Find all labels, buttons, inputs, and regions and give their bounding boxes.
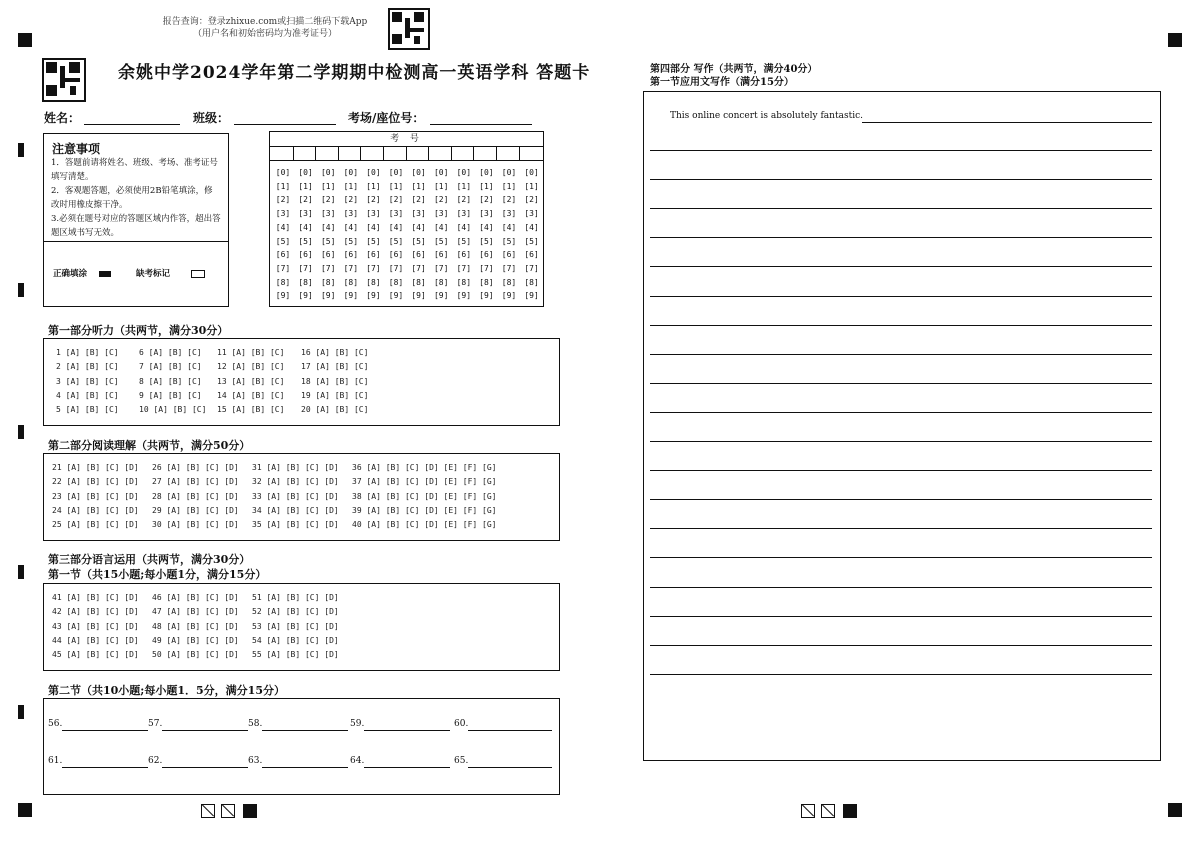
answer-option-row[interactable]: 26 [A] [B] [C] [D] bbox=[152, 463, 239, 472]
digit-bubble[interactable]: [0] bbox=[479, 168, 494, 177]
digit-bubble[interactable]: [7] bbox=[456, 263, 472, 273]
answer-option-row[interactable]: 54 [A] [B] [C] [D] bbox=[252, 635, 339, 645]
digit-bubble[interactable]: [3] bbox=[320, 209, 336, 219]
report-query-line2: （用户名和初始密码均为准考证号） bbox=[192, 29, 337, 39]
exam-write-cell-divider bbox=[428, 146, 429, 160]
digit-bubble[interactable]: [9] bbox=[456, 291, 472, 301]
digit-bubble[interactable]: [2] bbox=[320, 195, 336, 205]
digit-bubble[interactable]: [6] bbox=[479, 250, 494, 260]
digit-bubble[interactable]: [5] bbox=[411, 236, 426, 246]
digit-bubble[interactable]: [7] bbox=[411, 263, 426, 273]
digit-bubble[interactable]: [0] bbox=[320, 168, 336, 177]
digit-bubble[interactable]: [6] bbox=[343, 250, 359, 260]
digit-bubble[interactable]: [4] bbox=[479, 222, 494, 232]
part3-section2-heading: 第二节（共10小题;每小题1．5分，满分15分） bbox=[48, 684, 285, 697]
answer-option-row[interactable]: 19 [A] [B] [C] bbox=[301, 390, 369, 400]
page-marker-crossed bbox=[221, 804, 235, 818]
digit-bubble[interactable]: [5] bbox=[366, 236, 381, 246]
answer-option-row[interactable]: 3 [A] [B] [C] bbox=[56, 376, 119, 386]
digit-bubble[interactable]: [3] bbox=[411, 209, 426, 219]
page-marker-crossed bbox=[801, 804, 815, 818]
part3-answer-box bbox=[43, 583, 560, 671]
answer-option-row[interactable]: 50 [A] [B] [C] [D] bbox=[152, 650, 239, 660]
part2-answer-box bbox=[43, 453, 560, 541]
writing-line[interactable] bbox=[650, 499, 1152, 500]
blank-answer-line[interactable] bbox=[364, 730, 450, 731]
answer-option-row[interactable]: 21 [A] [B] [C] [D] bbox=[52, 463, 139, 472]
digit-bubble[interactable]: [9] bbox=[524, 291, 539, 301]
blank-number: 59. bbox=[350, 719, 365, 729]
answer-option-row[interactable]: 27 [A] [B] [C] [D] bbox=[152, 477, 239, 487]
blank-answer-line[interactable] bbox=[262, 767, 348, 768]
seat-label: 考场/座位号： bbox=[348, 111, 425, 125]
notice-items bbox=[51, 156, 221, 240]
seat-field[interactable] bbox=[430, 123, 532, 125]
writing-line[interactable] bbox=[650, 412, 1152, 413]
digit-bubble[interactable]: [9] bbox=[275, 291, 291, 301]
digit-bubble[interactable]: [3] bbox=[456, 209, 472, 219]
side-mark bbox=[18, 565, 24, 579]
exam-digit-column bbox=[408, 166, 430, 303]
blank-answer-line[interactable] bbox=[262, 730, 348, 731]
digit-bubble[interactable]: [6] bbox=[501, 250, 517, 260]
exam-digit-column bbox=[430, 166, 452, 303]
digit-bubble[interactable]: [2] bbox=[524, 195, 539, 205]
absent-mark-label: 缺考标记 bbox=[136, 269, 171, 279]
digit-bubble[interactable]: [7] bbox=[524, 263, 539, 273]
writing-line[interactable] bbox=[650, 296, 1152, 297]
digit-bubble[interactable]: [4] bbox=[433, 222, 449, 232]
answer-option-row[interactable]: 46 [A] [B] [C] [D] bbox=[152, 593, 239, 602]
side-mark bbox=[18, 425, 24, 439]
digit-bubble[interactable]: [4] bbox=[456, 222, 472, 232]
digit-bubble[interactable]: [2] bbox=[343, 195, 359, 205]
digit-bubble[interactable]: [2] bbox=[275, 195, 291, 205]
answer-option-row[interactable]: 12 [A] [B] [C] bbox=[217, 362, 285, 372]
exam-digit-column bbox=[453, 166, 475, 303]
digit-bubble[interactable]: [8] bbox=[524, 277, 539, 287]
digit-bubble[interactable]: [0] bbox=[343, 168, 359, 177]
digit-bubble[interactable]: [5] bbox=[524, 236, 539, 246]
absent-mark bbox=[136, 267, 205, 279]
digit-bubble[interactable]: [5] bbox=[275, 236, 291, 246]
digit-bubble[interactable]: [7] bbox=[343, 263, 359, 273]
digit-bubble[interactable]: [7] bbox=[479, 263, 494, 273]
digit-bubble[interactable]: [3] bbox=[275, 209, 291, 219]
digit-bubble[interactable]: [2] bbox=[366, 195, 381, 205]
part3-heading: 第三部分语言运用（共两节，满分30分） bbox=[48, 553, 251, 566]
exam-digit-column bbox=[340, 166, 362, 303]
answer-option-row[interactable]: 51 [A] [B] [C] [D] bbox=[252, 593, 339, 602]
sheet-title: 余姚中学2024学年第二学期期中检测高一英语学科 答题卡 bbox=[118, 63, 591, 83]
correct-fill-label: 正确填涂 bbox=[53, 269, 88, 279]
part4-section1-heading: 第一节应用文写作（满分15分） bbox=[650, 77, 794, 88]
digit-bubble[interactable]: [9] bbox=[411, 291, 426, 301]
digit-bubble[interactable]: [4] bbox=[524, 222, 539, 232]
digit-bubble[interactable]: [5] bbox=[479, 236, 494, 246]
notice-box bbox=[43, 133, 229, 307]
writing-line[interactable] bbox=[650, 150, 1152, 151]
class-field[interactable] bbox=[234, 123, 336, 125]
correct-fill-example bbox=[53, 267, 111, 279]
digit-bubble[interactable]: [4] bbox=[320, 222, 336, 232]
digit-bubble[interactable]: [0] bbox=[366, 168, 381, 177]
digit-bubble[interactable]: [2] bbox=[456, 195, 472, 205]
digit-bubble[interactable]: [2] bbox=[433, 195, 449, 205]
digit-bubble[interactable]: [6] bbox=[320, 250, 336, 260]
answer-option-row[interactable]: 55 [A] [B] [C] [D] bbox=[252, 650, 339, 660]
notice-item: 2．客观题答题，必须使用2B铅笔填涂，修改时用橡皮擦干净。 bbox=[51, 186, 213, 210]
exam-number-grid bbox=[269, 131, 544, 307]
page-marker-crossed bbox=[821, 804, 835, 818]
digit-bubble[interactable]: [0] bbox=[411, 168, 426, 177]
writing-line[interactable] bbox=[650, 354, 1152, 355]
exam-number-title: 考 号 bbox=[270, 132, 543, 147]
digit-bubble[interactable]: [1] bbox=[411, 181, 426, 191]
exam-write-cell-divider bbox=[383, 146, 384, 160]
answer-option-row[interactable]: 8 [A] [B] [C] bbox=[139, 376, 202, 386]
digit-bubble[interactable]: [9] bbox=[298, 291, 313, 301]
name-label: 姓名： bbox=[44, 111, 81, 125]
answer-option-row[interactable]: 48 [A] [B] [C] [D] bbox=[152, 621, 239, 631]
writing-box[interactable] bbox=[643, 91, 1161, 761]
digit-bubble[interactable]: [1] bbox=[298, 181, 313, 191]
digit-bubble[interactable]: [6] bbox=[524, 250, 539, 260]
answer-option-row[interactable]: 35 [A] [B] [C] [D] bbox=[252, 520, 339, 530]
digit-bubble[interactable]: [7] bbox=[366, 263, 381, 273]
answer-option-row[interactable]: 16 [A] [B] [C] bbox=[301, 348, 369, 357]
blank-answer-line[interactable] bbox=[364, 767, 450, 768]
blank-number: 63. bbox=[248, 756, 263, 766]
digit-bubble[interactable]: [4] bbox=[366, 222, 381, 232]
blank-answer-line[interactable] bbox=[468, 730, 552, 731]
exam-digit-column bbox=[295, 166, 317, 303]
digit-bubble[interactable]: [5] bbox=[343, 236, 359, 246]
digit-bubble[interactable]: [1] bbox=[388, 181, 404, 191]
exam-write-cell-divider bbox=[406, 146, 407, 160]
answer-option-row[interactable]: 31 [A] [B] [C] [D] bbox=[252, 463, 339, 472]
notice-title: 注意事项 bbox=[52, 142, 101, 156]
side-mark bbox=[18, 143, 24, 157]
corner-mark-top-right bbox=[1168, 33, 1182, 47]
digit-bubble[interactable]: [1] bbox=[275, 181, 291, 191]
corner-mark-bottom-right bbox=[1168, 803, 1182, 817]
digit-bubble[interactable]: [3] bbox=[524, 209, 539, 219]
digit-bubble[interactable]: [6] bbox=[456, 250, 472, 260]
digit-bubble[interactable]: [4] bbox=[298, 222, 313, 232]
digit-bubble[interactable]: [1] bbox=[479, 181, 494, 191]
fill-blanks-box bbox=[43, 698, 560, 795]
digit-bubble[interactable]: [0] bbox=[501, 168, 517, 177]
digit-bubble[interactable]: [6] bbox=[433, 250, 449, 260]
digit-bubble[interactable]: [2] bbox=[388, 195, 404, 205]
side-mark bbox=[18, 283, 24, 297]
blank-answer-line[interactable] bbox=[162, 730, 248, 731]
blank-number: 64. bbox=[350, 756, 365, 766]
page-marker-crossed bbox=[201, 804, 215, 818]
answer-option-row[interactable]: 1 [A] [B] [C] bbox=[56, 348, 119, 357]
digit-bubble[interactable]: [1] bbox=[456, 181, 472, 191]
blank-answer-line[interactable] bbox=[468, 767, 552, 768]
app-qr-code[interactable] bbox=[388, 8, 430, 50]
answer-option-row[interactable]: 20 [A] [B] [C] bbox=[301, 405, 369, 415]
answer-sheet-qr-code bbox=[42, 58, 86, 102]
answer-option-row[interactable]: 4 [A] [B] [C] bbox=[56, 390, 119, 400]
digit-bubble[interactable]: [1] bbox=[320, 181, 336, 191]
digit-bubble[interactable]: [8] bbox=[275, 277, 291, 287]
part2-heading: 第二部分阅读理解（共两节，满分50分） bbox=[48, 439, 251, 452]
digit-bubble[interactable]: [4] bbox=[501, 222, 517, 232]
exam-digit-column bbox=[385, 166, 407, 303]
answer-option-row[interactable]: 43 [A] [B] [C] [D] bbox=[52, 621, 139, 631]
notice-divider bbox=[44, 241, 228, 242]
writing-line[interactable] bbox=[862, 122, 1152, 123]
writing-line[interactable] bbox=[650, 441, 1152, 442]
digit-bubble[interactable]: [0] bbox=[388, 168, 404, 177]
exam-write-cell-divider bbox=[519, 146, 520, 160]
part3-section1-heading: 第一节（共15小题;每小题1分，满分15分） bbox=[48, 568, 267, 581]
writing-line[interactable] bbox=[650, 325, 1152, 326]
digit-bubble[interactable]: [0] bbox=[433, 168, 449, 177]
filled-bubble-icon bbox=[99, 271, 111, 277]
digit-bubble[interactable]: [3] bbox=[433, 209, 449, 219]
digit-bubble[interactable]: [3] bbox=[501, 209, 517, 219]
answer-option-row[interactable]: 34 [A] [B] [C] [D] bbox=[252, 505, 339, 515]
answer-option-row[interactable]: 17 [A] [B] [C] bbox=[301, 362, 369, 372]
name-field[interactable] bbox=[84, 123, 180, 125]
digit-bubble[interactable]: [3] bbox=[479, 209, 494, 219]
answer-option-row[interactable]: 41 [A] [B] [C] [D] bbox=[52, 593, 139, 602]
answer-option-row[interactable]: 40 [A] [B] [C] [D] [E] [F] [G] bbox=[352, 520, 497, 530]
digit-bubble[interactable]: [6] bbox=[275, 250, 291, 260]
digit-bubble[interactable]: [2] bbox=[411, 195, 426, 205]
page-marker-filled bbox=[243, 804, 257, 818]
corner-mark-top-left bbox=[18, 33, 32, 47]
answer-option-row[interactable]: 53 [A] [B] [C] [D] bbox=[252, 621, 339, 631]
exam-write-cell-divider bbox=[451, 146, 452, 160]
digit-bubble[interactable]: [9] bbox=[388, 291, 404, 301]
answer-option-row[interactable]: 5 [A] [B] [C] bbox=[56, 405, 119, 415]
digit-bubble[interactable]: [9] bbox=[501, 291, 517, 301]
digit-bubble[interactable]: [5] bbox=[388, 236, 404, 246]
digit-bubble[interactable]: [8] bbox=[320, 277, 336, 287]
digit-bubble[interactable]: [2] bbox=[501, 195, 517, 205]
digit-bubble[interactable]: [7] bbox=[275, 263, 291, 273]
digit-bubble[interactable]: [9] bbox=[366, 291, 381, 301]
digit-bubble[interactable]: [8] bbox=[298, 277, 313, 287]
digit-bubble[interactable]: [1] bbox=[433, 181, 449, 191]
writing-line[interactable] bbox=[650, 557, 1152, 558]
digit-bubble[interactable]: [9] bbox=[433, 291, 449, 301]
blank-number: 65. bbox=[454, 756, 469, 766]
answer-option-row[interactable]: 38 [A] [B] [C] [D] [E] [F] [G] bbox=[352, 491, 497, 501]
part4-heading: 第四部分 写作（共两节，满分40分） bbox=[650, 64, 818, 75]
blank-number: 58. bbox=[248, 719, 263, 729]
answer-option-row[interactable]: 11 [A] [B] [C] bbox=[217, 348, 285, 357]
writing-line[interactable] bbox=[650, 645, 1152, 646]
part1-heading: 第一部分听力（共两节，满分30分） bbox=[48, 324, 229, 337]
digit-bubble[interactable]: [5] bbox=[456, 236, 472, 246]
exam-digit-column bbox=[521, 166, 543, 303]
digit-bubble[interactable]: [9] bbox=[320, 291, 336, 301]
writing-line[interactable] bbox=[650, 179, 1152, 180]
digit-bubble[interactable]: [2] bbox=[298, 195, 313, 205]
answer-option-row[interactable]: 45 [A] [B] [C] [D] bbox=[52, 650, 139, 660]
side-mark bbox=[18, 705, 24, 719]
digit-bubble[interactable]: [7] bbox=[433, 263, 449, 273]
digit-bubble[interactable]: [5] bbox=[298, 236, 313, 246]
answer-option-row[interactable]: 37 [A] [B] [C] [D] [E] [F] [G] bbox=[352, 477, 497, 487]
digit-bubble[interactable]: [8] bbox=[343, 277, 359, 287]
blank-answer-line[interactable] bbox=[62, 767, 148, 768]
digit-bubble[interactable]: [8] bbox=[366, 277, 381, 287]
digit-bubble[interactable]: [3] bbox=[343, 209, 359, 219]
digit-bubble[interactable]: [5] bbox=[501, 236, 517, 246]
class-label: 班级： bbox=[193, 111, 230, 125]
digit-bubble[interactable]: [6] bbox=[388, 250, 404, 260]
writing-line[interactable] bbox=[650, 383, 1152, 384]
answer-option-row[interactable]: 52 [A] [B] [C] [D] bbox=[252, 607, 339, 617]
writing-line[interactable] bbox=[650, 266, 1152, 267]
blank-number: 60. bbox=[454, 719, 469, 729]
digit-bubble[interactable]: [3] bbox=[298, 209, 313, 219]
answer-option-row[interactable]: 25 [A] [B] [C] [D] bbox=[52, 520, 139, 530]
answer-option-row[interactable]: 30 [A] [B] [C] [D] bbox=[152, 520, 239, 530]
answer-option-row[interactable]: 39 [A] [B] [C] [D] [E] [F] [G] bbox=[352, 505, 497, 515]
writing-line[interactable] bbox=[650, 470, 1152, 471]
answer-option-row[interactable]: 33 [A] [B] [C] [D] bbox=[252, 491, 339, 501]
exam-write-cell-divider bbox=[338, 146, 339, 160]
writing-opening-sentence: This online concert is absolutely fantastic. bbox=[670, 111, 863, 121]
answer-option-row[interactable]: 24 [A] [B] [C] [D] bbox=[52, 505, 139, 515]
answer-option-row[interactable]: 42 [A] [B] [C] [D] bbox=[52, 607, 139, 617]
blank-number: 61. bbox=[48, 756, 63, 766]
answer-option-row[interactable]: 15 [A] [B] [C] bbox=[217, 405, 285, 415]
answer-option-row[interactable]: 13 [A] [B] [C] bbox=[217, 376, 285, 386]
digit-bubble[interactable]: [7] bbox=[501, 263, 517, 273]
digit-bubble[interactable]: [0] bbox=[524, 168, 539, 177]
blank-number: 57. bbox=[148, 719, 163, 729]
digit-bubble[interactable]: [6] bbox=[298, 250, 313, 260]
writing-line[interactable] bbox=[650, 528, 1152, 529]
answer-option-row[interactable]: 2 [A] [B] [C] bbox=[56, 362, 119, 372]
digit-bubble[interactable]: [8] bbox=[388, 277, 404, 287]
writing-line[interactable] bbox=[650, 208, 1152, 209]
digit-bubble[interactable]: [8] bbox=[456, 277, 472, 287]
digit-bubble[interactable]: [4] bbox=[388, 222, 404, 232]
answer-option-row[interactable]: 18 [A] [B] [C] bbox=[301, 376, 369, 386]
writing-line[interactable] bbox=[650, 587, 1152, 588]
notice-item: 3.必须在题号对应的答题区域内作答，超出答题区域书写无效。 bbox=[51, 214, 221, 238]
digit-bubble[interactable]: [3] bbox=[388, 209, 404, 219]
answer-option-row[interactable]: 22 [A] [B] [C] [D] bbox=[52, 477, 139, 487]
absent-checkbox[interactable] bbox=[191, 270, 205, 278]
exam-write-cell-divider bbox=[496, 146, 497, 160]
digit-bubble[interactable]: [1] bbox=[343, 181, 359, 191]
digit-bubble[interactable]: [5] bbox=[320, 236, 336, 246]
blank-answer-line[interactable] bbox=[162, 767, 248, 768]
exam-digit-column bbox=[272, 166, 294, 303]
answer-option-row[interactable]: 36 [A] [B] [C] [D] [E] [F] [G] bbox=[352, 463, 497, 472]
exam-write-cell-divider bbox=[293, 146, 294, 160]
digit-bubble[interactable]: [4] bbox=[343, 222, 359, 232]
digit-bubble[interactable]: [8] bbox=[501, 277, 517, 287]
blank-answer-line[interactable] bbox=[62, 730, 148, 731]
exam-write-cell-divider bbox=[473, 146, 474, 160]
exam-digit-column bbox=[317, 166, 339, 303]
digit-bubble[interactable]: [0] bbox=[298, 168, 313, 177]
digit-bubble[interactable]: [4] bbox=[275, 222, 291, 232]
digit-bubble[interactable]: [6] bbox=[366, 250, 381, 260]
digit-bubble[interactable]: [7] bbox=[298, 263, 313, 273]
digit-bubble[interactable]: [7] bbox=[388, 263, 404, 273]
digit-bubble[interactable]: [9] bbox=[343, 291, 359, 301]
writing-line[interactable] bbox=[650, 237, 1152, 238]
report-query-note bbox=[150, 16, 380, 40]
digit-bubble[interactable]: [5] bbox=[433, 236, 449, 246]
answer-option-row[interactable]: 44 [A] [B] [C] [D] bbox=[52, 635, 139, 645]
answer-option-row[interactable]: 14 [A] [B] [C] bbox=[217, 390, 285, 400]
blank-number: 56. bbox=[48, 719, 63, 729]
answer-option-row[interactable]: 29 [A] [B] [C] [D] bbox=[152, 505, 239, 515]
answer-option-row[interactable]: 32 [A] [B] [C] [D] bbox=[252, 477, 339, 487]
answer-option-row[interactable]: 7 [A] [B] [C] bbox=[139, 362, 202, 372]
digit-bubble[interactable]: [0] bbox=[456, 168, 472, 177]
answer-option-row[interactable]: 47 [A] [B] [C] [D] bbox=[152, 607, 239, 617]
exam-digit-column bbox=[362, 166, 384, 303]
digit-bubble[interactable]: [1] bbox=[501, 181, 517, 191]
notice-item: 1．答题前请将姓名、班级、考场、准考证号填写清楚。 bbox=[51, 158, 218, 182]
answer-option-row[interactable]: 10 [A] [B] [C] bbox=[139, 405, 207, 415]
corner-mark-bottom-left bbox=[18, 803, 32, 817]
digit-bubble[interactable]: [7] bbox=[320, 263, 336, 273]
writing-line[interactable] bbox=[650, 674, 1152, 675]
answer-option-row[interactable]: 6 [A] [B] [C] bbox=[139, 348, 202, 357]
exam-digit-column bbox=[475, 166, 497, 303]
digit-bubble[interactable]: [2] bbox=[479, 195, 494, 205]
blank-number: 62. bbox=[148, 756, 163, 766]
digit-bubble[interactable]: [1] bbox=[366, 181, 381, 191]
answer-option-row[interactable]: 9 [A] [B] [C] bbox=[139, 390, 202, 400]
exam-digit-column bbox=[498, 166, 520, 303]
digit-bubble[interactable]: [1] bbox=[524, 181, 539, 191]
digit-bubble[interactable]: [8] bbox=[433, 277, 449, 287]
part1-answer-box bbox=[43, 338, 560, 426]
answer-option-row[interactable]: 49 [A] [B] [C] [D] bbox=[152, 635, 239, 645]
report-query-line1: 报告查询：登录zhixue.com或扫描二维码下载App bbox=[162, 17, 368, 27]
digit-bubble[interactable]: [8] bbox=[479, 277, 494, 287]
digit-bubble[interactable]: [8] bbox=[411, 277, 426, 287]
exam-write-cell-divider bbox=[315, 146, 316, 160]
exam-write-cell-divider bbox=[360, 146, 361, 160]
digit-bubble[interactable]: [0] bbox=[275, 168, 291, 177]
digit-bubble[interactable]: [3] bbox=[366, 209, 381, 219]
digit-bubble[interactable]: [6] bbox=[411, 250, 426, 260]
digit-bubble[interactable]: [4] bbox=[411, 222, 426, 232]
answer-option-row[interactable]: 28 [A] [B] [C] [D] bbox=[152, 491, 239, 501]
answer-option-row[interactable]: 23 [A] [B] [C] [D] bbox=[52, 491, 139, 501]
page-marker-filled bbox=[843, 804, 857, 818]
writing-line[interactable] bbox=[650, 616, 1152, 617]
digit-bubble[interactable]: [9] bbox=[479, 291, 494, 301]
